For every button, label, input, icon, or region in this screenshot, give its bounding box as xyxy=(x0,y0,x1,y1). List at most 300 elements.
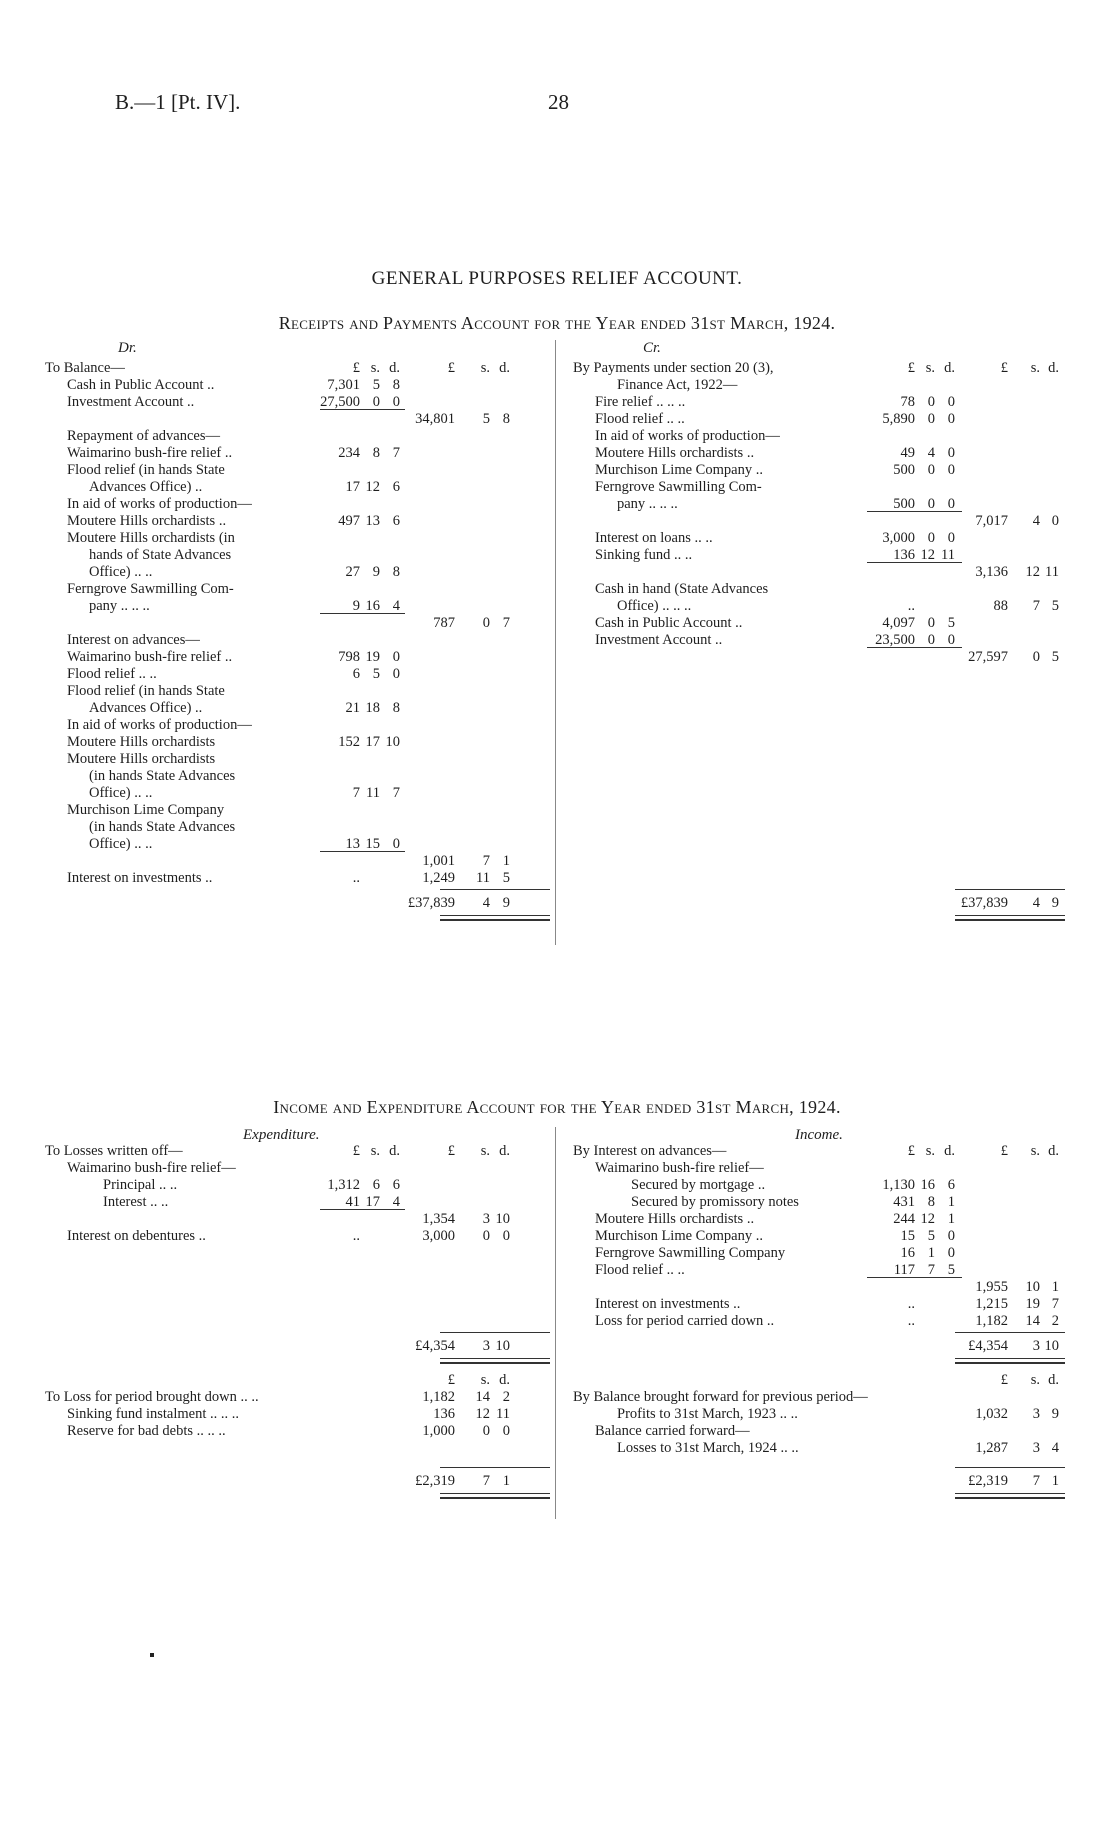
inner-pence: 0 xyxy=(947,1228,955,1244)
row-label: Ferngrove Sawmilling Com- xyxy=(595,479,762,495)
ledger-row xyxy=(45,1211,550,1228)
row-label: Ferngrove Sawmilling Com- xyxy=(67,581,234,597)
outer-pounds: 1,182 xyxy=(422,1389,455,1405)
ledger-row xyxy=(573,360,1065,377)
subtotal-rule xyxy=(867,1277,962,1278)
subtotal-rule xyxy=(320,1209,405,1210)
total-pounds: £4,354 xyxy=(415,1338,455,1354)
inner-shillings: s. xyxy=(925,1143,935,1159)
inner-pounds: .. xyxy=(907,1313,915,1329)
total-pence: 1 xyxy=(502,1473,510,1489)
double-rule xyxy=(440,915,550,921)
inner-pounds: 4,097 xyxy=(882,615,915,631)
inner-shillings: 8 xyxy=(927,1194,935,1210)
page-number: 28 xyxy=(548,90,569,114)
inner-pence: d. xyxy=(944,1143,955,1159)
inner-shillings: s. xyxy=(370,360,380,376)
row-label: By Balance brought forward for previous period— xyxy=(573,1389,868,1405)
outer-pounds: 1,215 xyxy=(975,1296,1008,1312)
row-label: Interest on advances— xyxy=(67,632,200,648)
ledger-row xyxy=(573,1160,1065,1177)
outer-shillings: 4 xyxy=(1032,513,1040,529)
ledger-row xyxy=(45,479,550,496)
inner-pounds: 500 xyxy=(893,496,915,512)
outer-shillings: 5 xyxy=(482,411,490,427)
outer-pence: 2 xyxy=(1051,1313,1059,1329)
total-rule xyxy=(955,1332,1065,1333)
total-row xyxy=(573,895,1065,912)
outer-shillings: 11 xyxy=(476,870,490,886)
outer-shillings: 12 xyxy=(1025,564,1040,580)
total-shillings: 7 xyxy=(1032,1473,1040,1489)
inner-shillings: 0 xyxy=(927,411,935,427)
row-label: Waimarino bush-fire relief— xyxy=(67,1160,236,1176)
row-label: Flood relief (in hands State xyxy=(67,462,225,478)
ledger-row xyxy=(573,1177,1065,1194)
inner-pounds: 27,500 xyxy=(320,394,360,410)
row-label: Flood relief .. .. xyxy=(67,666,157,682)
double-rule xyxy=(440,1358,550,1364)
outer-pence: 0 xyxy=(1051,513,1059,529)
inner-pounds: £ xyxy=(352,360,360,376)
outer-shillings: 0 xyxy=(482,1228,490,1244)
ledger-row xyxy=(573,564,1065,581)
inner-shillings: 5 xyxy=(372,377,380,393)
inner-pounds: 17 xyxy=(345,479,360,495)
ledger-row xyxy=(45,394,550,411)
inner-pence: 0 xyxy=(947,411,955,427)
outer-pounds: 3,000 xyxy=(422,1228,455,1244)
inner-pounds: £ xyxy=(907,1143,915,1159)
row-label: Moutere Hills orchardists xyxy=(67,751,216,767)
inner-pence: 7 xyxy=(392,445,400,461)
outer-pounds: 1,182 xyxy=(975,1313,1008,1329)
total-shillings: 3 xyxy=(482,1338,490,1354)
inner-pounds: 7 xyxy=(352,785,360,801)
inner-pence: 0 xyxy=(947,632,955,648)
inner-shillings: s. xyxy=(370,1143,380,1159)
ledger-row xyxy=(45,683,550,700)
total-row xyxy=(45,895,550,912)
document-reference: B.—1 [Pt. IV]. xyxy=(115,90,241,114)
outer-pounds: 1,032 xyxy=(975,1406,1008,1422)
ledger-row xyxy=(45,649,550,666)
row-label: By Interest on advances— xyxy=(573,1143,727,1159)
ledger-row xyxy=(45,785,550,802)
inner-pounds: 9 xyxy=(352,598,360,614)
outer-pence: 1 xyxy=(502,853,510,869)
inner-pence: 11 xyxy=(941,547,955,563)
total-pence: 9 xyxy=(502,895,510,911)
ledger-row xyxy=(573,445,1065,462)
ledger-row xyxy=(573,581,1065,598)
ledger-row xyxy=(573,649,1065,666)
ledger-row xyxy=(45,564,550,581)
row-label: Finance Act, 1922— xyxy=(617,377,738,393)
outer-shillings: 0 xyxy=(482,615,490,631)
inner-pounds: 21 xyxy=(345,700,360,716)
ledger-row xyxy=(573,1228,1065,1245)
inner-pounds: .. xyxy=(907,598,915,614)
outer-shillings: s. xyxy=(480,1372,490,1388)
ledger-row xyxy=(573,530,1065,547)
ledger-row xyxy=(573,615,1065,632)
inner-pence: 5 xyxy=(947,1262,955,1278)
total-shillings: 3 xyxy=(1032,1338,1040,1354)
ledger-row xyxy=(573,1440,1065,1457)
row-label: hands of State Advances xyxy=(89,547,232,563)
inner-pounds: 13 xyxy=(345,836,360,852)
row-label: Office) .. .. xyxy=(89,564,153,580)
outer-pence: d. xyxy=(1048,1372,1059,1388)
inner-shillings: 11 xyxy=(366,785,380,801)
ledger-row xyxy=(573,377,1065,394)
inner-shillings: 0 xyxy=(927,530,935,546)
inner-pence: 0 xyxy=(392,394,400,410)
inner-shillings: 16 xyxy=(920,1177,935,1193)
inner-shillings: 1 xyxy=(927,1245,935,1261)
row-label: Investment Account .. xyxy=(67,394,195,410)
total-pounds: £2,319 xyxy=(968,1473,1008,1489)
row-label: Cash in Public Account .. xyxy=(67,377,215,393)
row-label: Murchison Lime Company xyxy=(67,802,225,818)
outer-shillings: 14 xyxy=(1025,1313,1040,1329)
total-rule xyxy=(440,1332,550,1333)
row-label: Office) .. .. xyxy=(89,785,153,801)
ledger-row xyxy=(45,1177,550,1194)
row-label: Interest on investments .. xyxy=(67,870,213,886)
ledger-row xyxy=(45,360,550,377)
column-divider-2 xyxy=(555,1127,556,1519)
inner-pence: 4 xyxy=(392,598,400,614)
inner-pounds: .. xyxy=(352,870,360,886)
inner-pounds: £ xyxy=(907,360,915,376)
row-label: pany .. .. .. xyxy=(617,496,678,512)
inner-pence: 0 xyxy=(947,1245,955,1261)
outer-pounds: £ xyxy=(1000,1372,1008,1388)
subtotal-rule xyxy=(867,647,962,648)
inner-shillings: 19 xyxy=(365,649,380,665)
outer-pence: 9 xyxy=(1051,1406,1059,1422)
inner-pounds: .. xyxy=(352,1228,360,1244)
inner-pounds: 1,312 xyxy=(327,1177,360,1193)
inner-pounds: 497 xyxy=(338,513,360,529)
row-label: Interest .. .. xyxy=(103,1194,169,1210)
ledger-row xyxy=(45,581,550,598)
row-label: (in hands State Advances xyxy=(89,768,236,784)
inner-pounds: 500 xyxy=(893,462,915,478)
inner-shillings: 4 xyxy=(927,445,935,461)
inner-pounds: 3,000 xyxy=(882,530,915,546)
outer-pence: 10 xyxy=(495,1211,510,1227)
inner-shillings: 9 xyxy=(372,564,380,580)
ledger-row xyxy=(45,615,550,632)
inner-pence: 5 xyxy=(947,615,955,631)
inner-pence: 0 xyxy=(947,394,955,410)
row-label: Moutere Hills orchardists .. xyxy=(595,1211,755,1227)
outer-pounds: 34,801 xyxy=(415,411,455,427)
row-label: To Balance— xyxy=(45,360,125,376)
ledger-row xyxy=(45,802,550,819)
subtotal-rule xyxy=(867,511,962,512)
outer-pounds: 1,354 xyxy=(422,1211,455,1227)
total-row xyxy=(573,1473,1065,1490)
inner-shillings: 0 xyxy=(927,632,935,648)
ledger-row xyxy=(573,411,1065,428)
ledger-row xyxy=(573,1194,1065,1211)
ledger-row xyxy=(45,411,550,428)
inner-shillings: 15 xyxy=(365,836,380,852)
outer-shillings: 3 xyxy=(1032,1440,1040,1456)
cr-label: Cr. xyxy=(643,340,661,356)
outer-pence: 1 xyxy=(1051,1279,1059,1295)
inner-shillings: 12 xyxy=(365,479,380,495)
outer-pence: 4 xyxy=(1051,1440,1059,1456)
ledger-row xyxy=(45,666,550,683)
total-pounds: £37,839 xyxy=(407,895,455,911)
outer-shillings: 12 xyxy=(475,1406,490,1422)
outer-pence: 8 xyxy=(502,411,510,427)
outer-shillings: 7 xyxy=(482,853,490,869)
inner-pounds: 41 xyxy=(345,1194,360,1210)
inner-pence: 6 xyxy=(392,513,400,529)
inner-shillings: 13 xyxy=(365,513,380,529)
row-label: Ferngrove Sawmilling Company xyxy=(595,1245,786,1261)
ledger-row xyxy=(573,598,1065,615)
ledger-row xyxy=(45,1423,550,1440)
ledger-row xyxy=(573,394,1065,411)
total-pence: 10 xyxy=(1044,1338,1059,1354)
inner-shillings: 16 xyxy=(365,598,380,614)
inner-shillings: 0 xyxy=(927,394,935,410)
ledger-row xyxy=(45,853,550,870)
inner-pence: d. xyxy=(389,360,400,376)
inner-pence: 0 xyxy=(947,530,955,546)
inner-pence: 0 xyxy=(947,496,955,512)
row-label: Sinking fund .. .. xyxy=(595,547,693,563)
row-label: Interest on debentures .. xyxy=(67,1228,206,1244)
ledger-row xyxy=(45,632,550,649)
outer-pence: d. xyxy=(1048,1143,1059,1159)
inner-shillings: 8 xyxy=(372,445,380,461)
inner-pence: 4 xyxy=(392,1194,400,1210)
outer-pounds: 1,955 xyxy=(975,1279,1008,1295)
outer-shillings: s. xyxy=(1030,360,1040,376)
outer-pounds: £ xyxy=(1000,360,1008,376)
ledger-row xyxy=(45,700,550,717)
inner-pounds: 49 xyxy=(900,445,915,461)
outer-pence: 5 xyxy=(1051,598,1059,614)
outer-pence: 5 xyxy=(502,870,510,886)
outer-pounds: £ xyxy=(1000,1143,1008,1159)
ledger-row xyxy=(45,598,550,615)
double-rule xyxy=(440,1493,550,1499)
expenditure-label: Expenditure. xyxy=(243,1127,320,1143)
inner-pence: 8 xyxy=(392,564,400,580)
row-label: By Payments under section 20 (3), xyxy=(573,360,774,376)
inner-pence: 10 xyxy=(385,734,400,750)
outer-shillings: 19 xyxy=(1025,1296,1040,1312)
dr-label: Dr. xyxy=(118,340,137,356)
outer-shillings: s. xyxy=(1030,1143,1040,1159)
ledger-row xyxy=(45,1143,550,1160)
inner-shillings: 0 xyxy=(927,496,935,512)
outer-shillings: 7 xyxy=(1032,598,1040,614)
outer-pence: d. xyxy=(499,1372,510,1388)
row-label: Waimarino bush-fire relief— xyxy=(595,1160,764,1176)
outer-pence: 11 xyxy=(1045,564,1059,580)
inner-pence: 0 xyxy=(947,445,955,461)
inner-pounds: 16 xyxy=(900,1245,915,1261)
outer-pence: 5 xyxy=(1051,649,1059,665)
inner-pounds: 117 xyxy=(893,1262,915,1278)
ledger-row xyxy=(45,836,550,853)
total-shillings: 4 xyxy=(1032,895,1040,911)
row-label: Sinking fund instalment .. .. .. xyxy=(67,1406,239,1422)
ledger-row xyxy=(45,1194,550,1211)
ledger-row xyxy=(45,530,550,547)
outer-pence: d. xyxy=(499,360,510,376)
inner-pence: 8 xyxy=(392,377,400,393)
inner-shillings: 12 xyxy=(920,1211,935,1227)
ledger-row xyxy=(45,1372,550,1389)
inner-pounds: 1,130 xyxy=(882,1177,915,1193)
ledger-row xyxy=(573,547,1065,564)
outer-pounds: £ xyxy=(447,1143,455,1159)
row-label: (in hands State Advances xyxy=(89,819,236,835)
ledger-row xyxy=(573,1313,1065,1330)
inner-pence: 1 xyxy=(947,1211,955,1227)
row-label: Secured by mortgage .. xyxy=(631,1177,766,1193)
outer-pence: 0 xyxy=(502,1423,510,1439)
row-label: Advances Office) .. xyxy=(89,700,203,716)
outer-pence: 0 xyxy=(502,1228,510,1244)
ledger-row xyxy=(45,1228,550,1245)
ledger-row xyxy=(45,1389,550,1406)
outer-pounds: 1,249 xyxy=(422,870,455,886)
ledger-row xyxy=(573,1211,1065,1228)
total-pence: 9 xyxy=(1051,895,1059,911)
row-label: Principal .. .. xyxy=(103,1177,178,1193)
ledger-row xyxy=(45,377,550,394)
row-label: Murchison Lime Company .. xyxy=(595,462,763,478)
row-label: Fire relief .. .. .. xyxy=(595,394,686,410)
inner-shillings: 0 xyxy=(927,462,935,478)
double-rule xyxy=(955,1358,1065,1364)
row-label: To Loss for period brought down .. .. xyxy=(45,1389,259,1405)
page-mark xyxy=(150,1653,154,1657)
inner-pounds: 7,301 xyxy=(327,377,360,393)
outer-pounds: 1,000 xyxy=(422,1423,455,1439)
subtotal-rule xyxy=(320,851,405,852)
outer-pounds: 136 xyxy=(433,1406,455,1422)
row-label: In aid of works of production— xyxy=(67,496,252,512)
ledger-row xyxy=(45,547,550,564)
inner-pence: d. xyxy=(944,360,955,376)
row-label: Moutere Hills orchardists xyxy=(67,734,216,750)
row-label: Moutere Hills orchardists .. xyxy=(595,445,755,461)
row-label: Reserve for bad debts .. .. .. xyxy=(67,1423,226,1439)
total-pounds: £37,839 xyxy=(960,895,1008,911)
row-label: Flood relief .. .. xyxy=(595,411,685,427)
outer-pounds: 88 xyxy=(993,598,1008,614)
subtotal-rule xyxy=(320,409,405,410)
inner-pounds: 15 xyxy=(900,1228,915,1244)
row-label: Investment Account .. xyxy=(595,632,723,648)
outer-pence: d. xyxy=(499,1143,510,1159)
row-label: Cash in hand (State Advances xyxy=(595,581,769,597)
ledger-row xyxy=(573,1406,1065,1423)
row-label: Balance carried forward— xyxy=(595,1423,750,1439)
inner-shillings: s. xyxy=(925,360,935,376)
row-label: Repayment of advances— xyxy=(67,428,221,444)
total-shillings: 7 xyxy=(482,1473,490,1489)
total-rule xyxy=(440,1467,550,1468)
total-row xyxy=(573,1338,1065,1355)
outer-pence: 7 xyxy=(502,615,510,631)
total-rule xyxy=(440,889,550,890)
outer-pounds: £ xyxy=(447,360,455,376)
ledger-row xyxy=(573,1296,1065,1313)
column-divider xyxy=(555,340,556,945)
outer-shillings: 0 xyxy=(1032,649,1040,665)
outer-pounds: 787 xyxy=(433,615,455,631)
inner-pence: 8 xyxy=(392,700,400,716)
subtotal-rule xyxy=(867,562,962,563)
ledger-row xyxy=(45,496,550,513)
ledger-row xyxy=(573,1423,1065,1440)
row-label: Office) .. .. xyxy=(89,836,153,852)
inner-pounds: 78 xyxy=(900,394,915,410)
outer-pounds: 7,017 xyxy=(975,513,1008,529)
row-label: Losses to 31st March, 1924 .. .. xyxy=(617,1440,799,1456)
total-rule xyxy=(955,889,1065,890)
inner-pounds: 6 xyxy=(352,666,360,682)
ledger-row xyxy=(45,513,550,530)
inner-pounds: 27 xyxy=(345,564,360,580)
ledger-row xyxy=(573,479,1065,496)
outer-pounds: 1,001 xyxy=(422,853,455,869)
row-label: Waimarino bush-fire relief .. xyxy=(67,445,233,461)
inner-pounds: 136 xyxy=(893,547,915,563)
total-pounds: £4,354 xyxy=(968,1338,1008,1354)
row-label: Advances Office) .. xyxy=(89,479,203,495)
inner-pounds: 244 xyxy=(893,1211,915,1227)
inner-pence: 1 xyxy=(947,1194,955,1210)
ledger-row xyxy=(45,1160,550,1177)
row-label: Waimarino bush-fire relief .. xyxy=(67,649,233,665)
inner-pence: 0 xyxy=(392,666,400,682)
inner-pence: 6 xyxy=(947,1177,955,1193)
ledger-row xyxy=(573,428,1065,445)
ledger-row xyxy=(45,819,550,836)
ledger-row xyxy=(45,428,550,445)
row-label: Profits to 31st March, 1923 .. .. xyxy=(617,1406,798,1422)
row-label: Loss for period carried down .. xyxy=(595,1313,775,1329)
inner-pence: d. xyxy=(389,1143,400,1159)
row-label: pany .. .. .. xyxy=(89,598,150,614)
total-pounds: £2,319 xyxy=(415,1473,455,1489)
outer-shillings: 3 xyxy=(1032,1406,1040,1422)
ledger-row xyxy=(573,513,1065,530)
outer-pounds: 3,136 xyxy=(975,564,1008,580)
inner-shillings: 0 xyxy=(372,394,380,410)
inner-pence: 0 xyxy=(392,649,400,665)
ledger-row xyxy=(573,1372,1065,1389)
row-label: Cash in Public Account .. xyxy=(595,615,743,631)
receipts-subtitle: Receipts and Payments Account for the Year ended 31st March, 1924. xyxy=(278,313,836,333)
ledger-row xyxy=(573,1245,1065,1262)
